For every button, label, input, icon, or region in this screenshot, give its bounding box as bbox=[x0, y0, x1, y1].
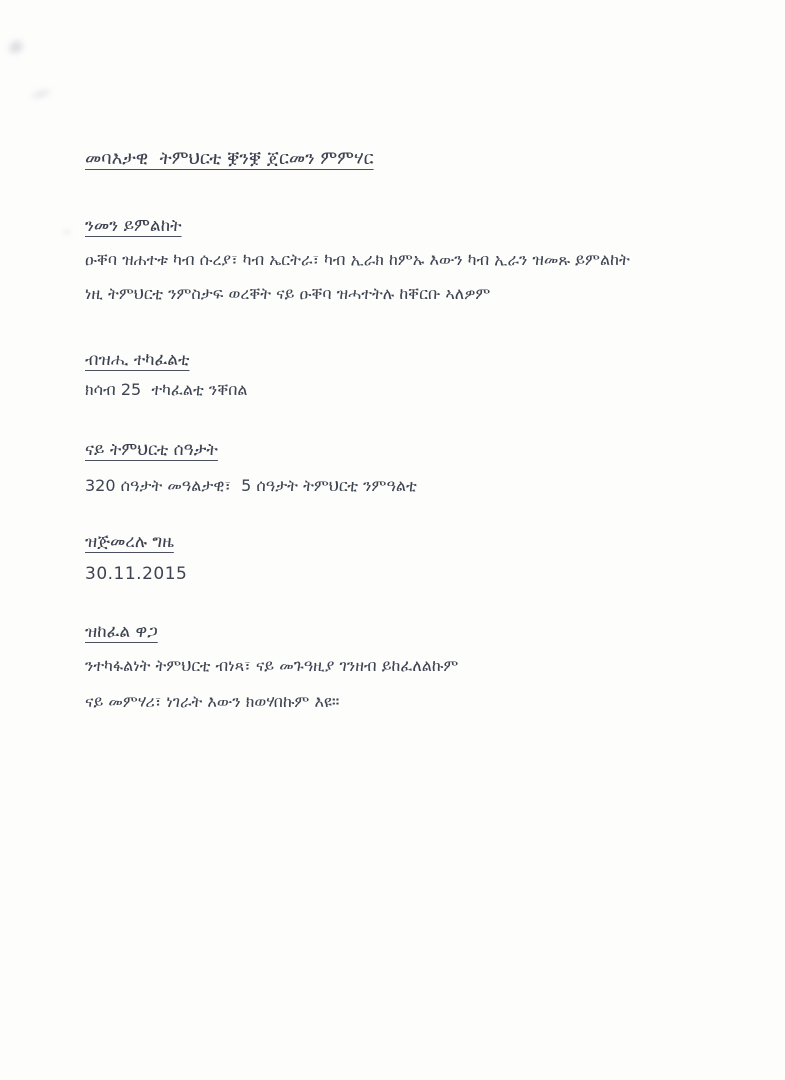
section-heading-audience: ንመን ይምልከት bbox=[85, 216, 182, 236]
body-line: 320 ሰዓታት መዓልታዊ፣ 5 ሰዓታት ትምህርቲ ንምዓልቲ bbox=[85, 476, 417, 495]
body-line: ክሳብ 25 ተካፈልቲ ንቐበል bbox=[85, 380, 248, 399]
section-heading-participants: ብዝሒ ተካፈልቲ bbox=[85, 350, 190, 370]
start-date-value: 30.11.2015 bbox=[85, 564, 188, 584]
scan-smudge bbox=[60, 228, 74, 236]
scan-smudge bbox=[26, 85, 56, 104]
section-heading-hours: ናይ ትምህርቲ ሰዓታት bbox=[85, 440, 218, 460]
body-line: ንተካፋልነት ትምህርቲ ብነጻ፣ ናይ መጉዓዚያ ገንዘብ ይከፈለልኩም bbox=[85, 656, 459, 675]
section-heading-start-date: ዝጅመረሉ ግዜ bbox=[85, 532, 174, 552]
scan-smudge bbox=[2, 33, 30, 60]
body-line: ናይ መምሃሪ፣ ነገራት እውን ክወሃበኩም እዩ። bbox=[85, 692, 340, 711]
body-line: ዑቐባ ዝሐተቱ ካብ ሱረያ፣ ካብ ኤርትራ፣ ካብ ኢራክ ከምኡ እውን ካብ ኢራን ዝመጹ ይምልከት bbox=[85, 250, 630, 269]
section-heading-cost: ዝከፈል ዋጋ bbox=[85, 622, 158, 642]
document-title: መባእታዊ ትምህርቲ ቛንቛ ጀርመን ምምሃር bbox=[85, 148, 374, 169]
body-line: ነዚ ትምህርቲ ንምስታፍ ወረቐት ናይ ዑቐባ ዝሓተትሉ ከቐርቡ ኣለዎም bbox=[85, 284, 491, 303]
